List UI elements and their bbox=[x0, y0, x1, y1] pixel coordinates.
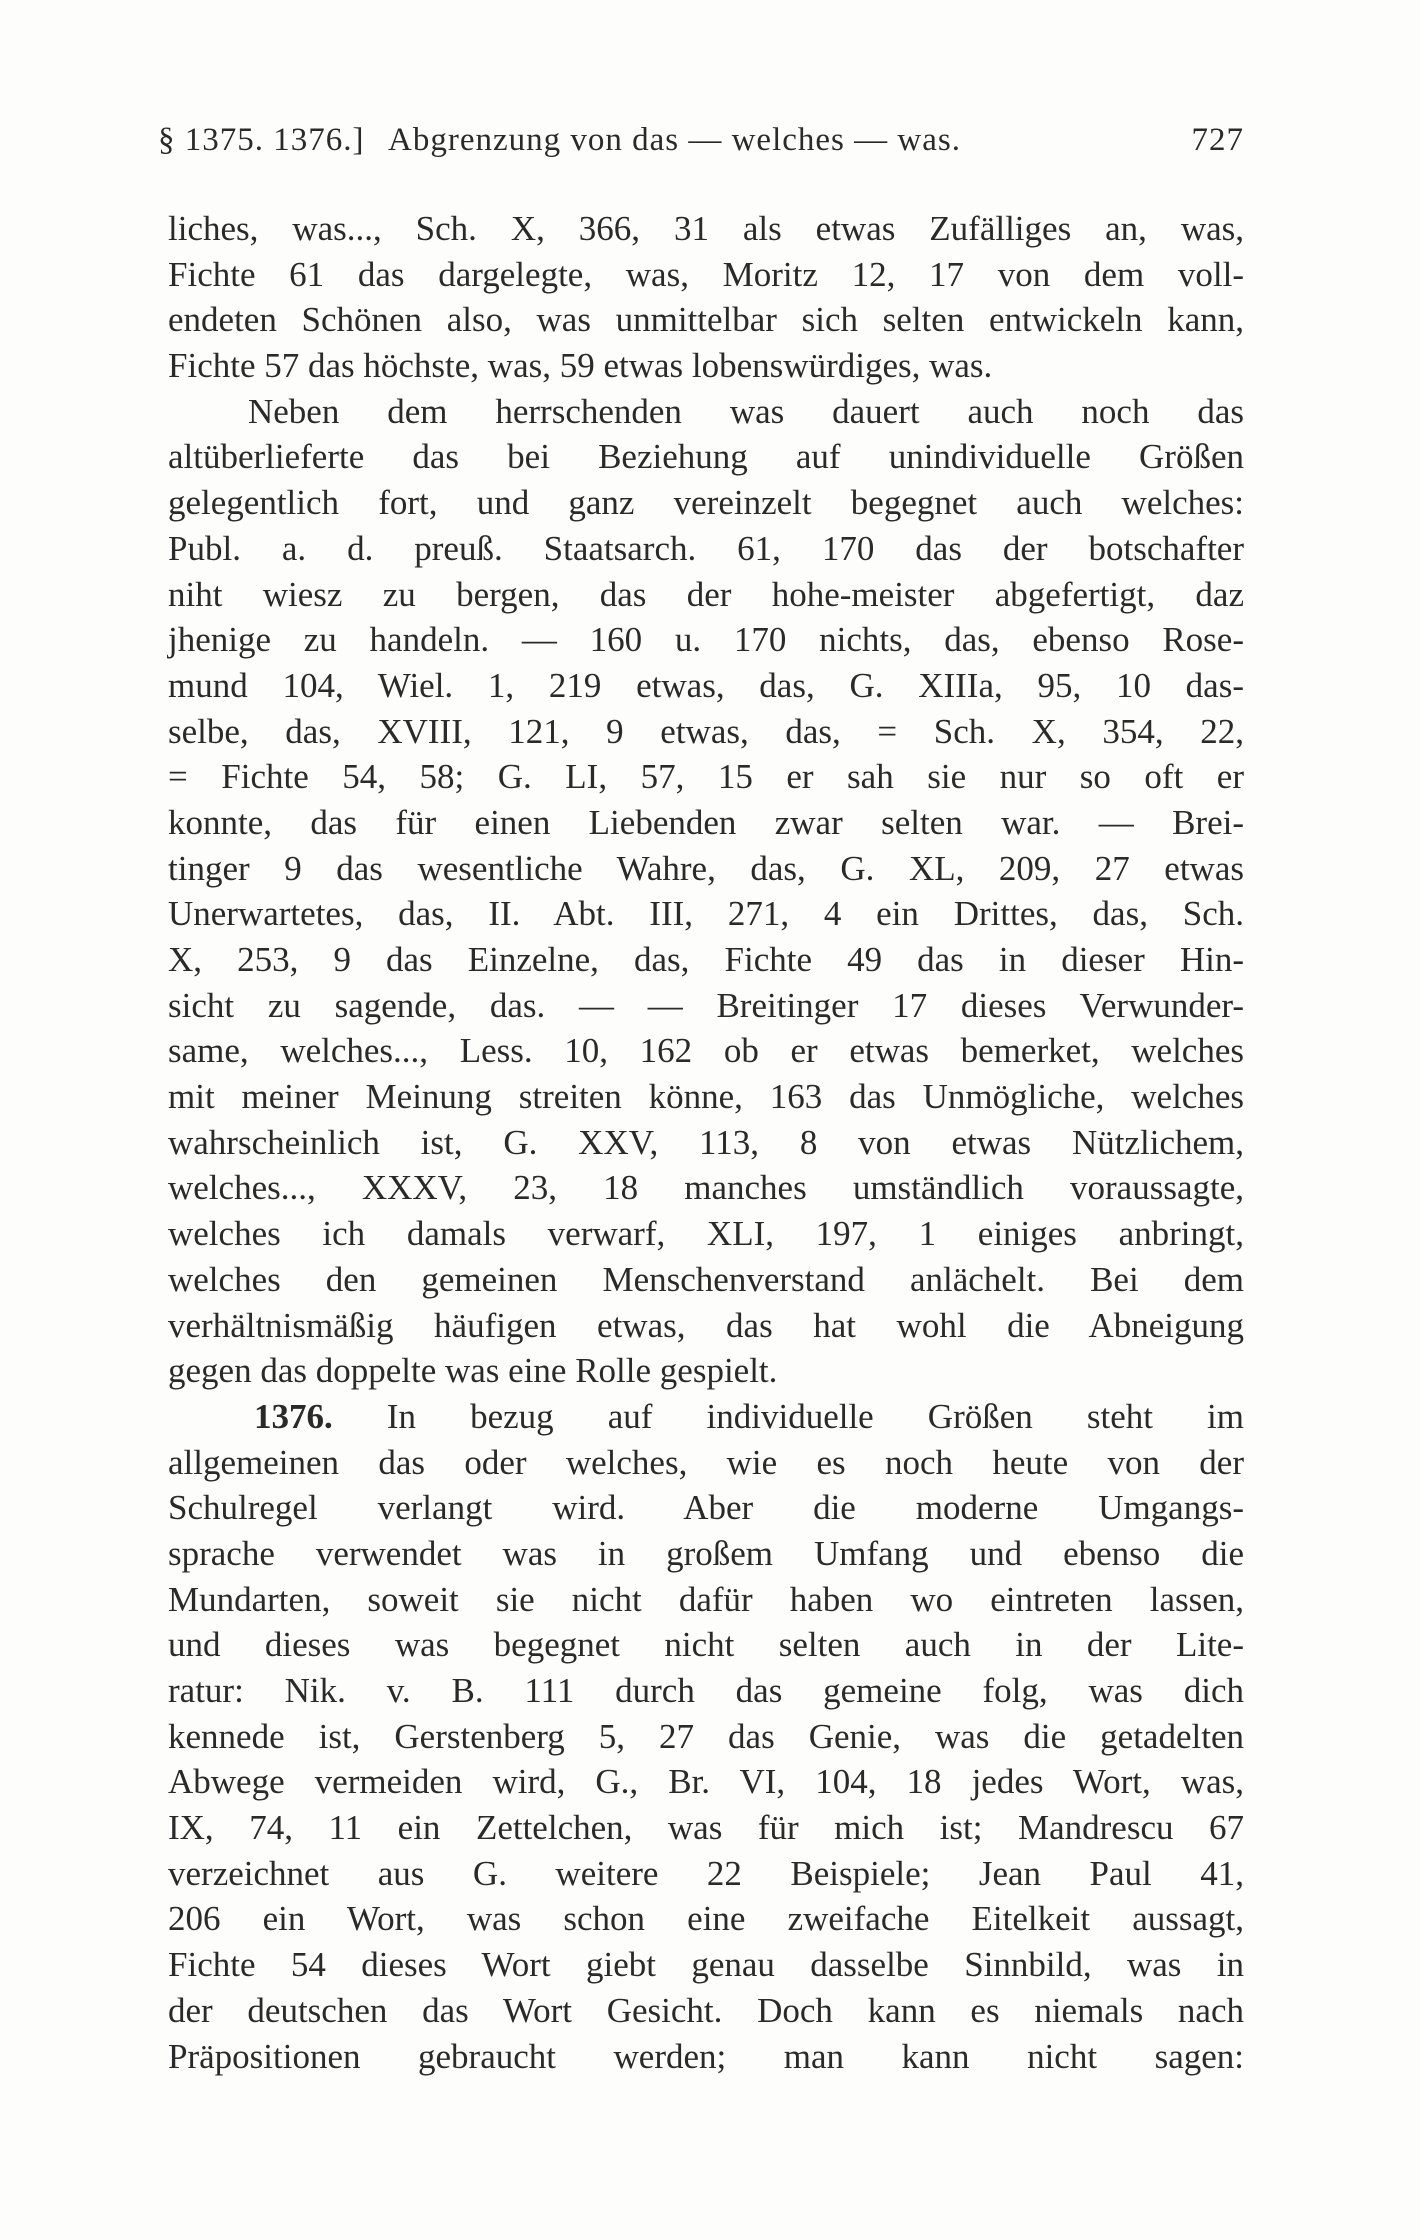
text-line: 206 ein Wort, was schon eine zweifache Eitelkeit aussagt, bbox=[168, 1899, 1244, 1939]
text-line: tinger 9 das wesentliche Wahre, das, G. XL, 209, 27 etwas bbox=[168, 848, 1244, 888]
text-line: X, 253, 9 das Einzelne, das, Fichte 49 das in dieser Hin- bbox=[168, 940, 1244, 979]
text-line: altüberlieferte das bei Beziehung auf unindividuelle Größen bbox=[168, 437, 1244, 477]
text-line: niht wiesz zu bergen, das der hohe-meister abgefertigt, daz bbox=[168, 574, 1244, 614]
header-page-number: 727 bbox=[1191, 122, 1244, 158]
text-line: Publ. a. d. preuß. Staatsarch. 61, 170 das der botschafter bbox=[168, 528, 1244, 568]
text-line: sicht zu sagende, das. — — Breitinger 17 dieses Verwunder- bbox=[168, 985, 1244, 1025]
text-line: = Fichte 54, 58; G. LI, 57, 15 er sah sie nur so oft er bbox=[168, 757, 1244, 797]
text-line: konnte, das für einen Liebenden zwar selten war. — Brei- bbox=[168, 802, 1244, 842]
text-line: und dieses was begegnet nicht selten auch in der Lite- bbox=[168, 1625, 1244, 1665]
text-line: Fichte 61 das dargelegte, was, Moritz 12, 17 von dem voll- bbox=[168, 254, 1244, 294]
text-line: kennede ist, Gerstenberg 5, 27 das Genie, was die getadelten bbox=[168, 1716, 1244, 1756]
text-line: Abwege vermeiden wird, G., Br. VI, 104, 18 jedes Wort, was, bbox=[168, 1762, 1244, 1802]
text-line: gelegentlich fort, und ganz vereinzelt begegnet auch welches: bbox=[168, 483, 1244, 523]
running-header bbox=[158, 122, 1244, 170]
text-line: sprache verwendet was in großem Umfang und ebenso die bbox=[168, 1533, 1244, 1573]
text-line: Präpositionen gebraucht werden; man kann nicht sagen: bbox=[168, 2036, 1244, 2076]
text-line: Mundarten, soweit sie nicht dafür haben wo eintreten lassen, bbox=[168, 1579, 1244, 1619]
text-line: allgemeinen das oder welches, wie es noch heute von der bbox=[168, 1442, 1244, 1482]
text-line: Unerwartetes, das, II. Abt. III, 271, 4 ein Drittes, das, Sch. bbox=[168, 894, 1244, 934]
section-number: 1376. bbox=[254, 1396, 333, 1436]
body-text bbox=[168, 206, 1244, 2079]
text-line: gegen das doppelte was eine Rolle gespielt. bbox=[168, 1351, 778, 1391]
text-line: jhenige zu handeln. — 160 u. 170 nichts, das, ebenso Rose- bbox=[168, 620, 1244, 660]
text-line: In bezug auf individuelle Größen steht im bbox=[386, 1396, 1245, 1436]
text-line: mund 104, Wiel. 1, 219 etwas, das, G. XIIIa, 95, 10 das- bbox=[168, 665, 1244, 705]
text-line: welches..., XXXV, 23, 18 manches umständlich voraussagte, bbox=[168, 1168, 1244, 1208]
text-line: selbe, das, XVIII, 121, 9 etwas, das, = Sch. X, 354, 22, bbox=[168, 711, 1244, 751]
text-line: IX, 74, 11 ein Zettelchen, was für mich ist; Mandrescu 67 bbox=[168, 1808, 1244, 1848]
text-line: der deutschen das Wort Gesicht. Doch kann es niemals nach bbox=[168, 1990, 1244, 2030]
text-line: liches, was..., Sch. X, 366, 31 als etwas Zufälliges an, was, bbox=[168, 209, 1244, 248]
text-line: same, welches..., Less. 10, 162 ob er etwas bemerket, welches bbox=[168, 1031, 1244, 1071]
text-line: Schulregel verlangt wird. Aber die moderne Umgangs- bbox=[168, 1488, 1244, 1528]
text-line: Neben dem herrschenden was dauert auch noch das bbox=[248, 391, 1244, 431]
text-line: welches ich damals verwarf, XLI, 197, 1 einiges anbringt, bbox=[168, 1214, 1244, 1254]
text-line: ratur: Nik. v. B. 111 durch das gemeine folg, was dich bbox=[168, 1671, 1244, 1710]
section-start-line bbox=[168, 1394, 1244, 1440]
text-line: verzeichnet aus G. weitere 22 Beispiele; Jean Paul 41, bbox=[168, 1853, 1244, 1893]
text-line: wahrscheinlich ist, G. XXV, 113, 8 von etwas Nützlichem, bbox=[168, 1122, 1244, 1162]
text-line: endeten Schönen also, was unmittelbar sich selten entwickeln kann, bbox=[168, 300, 1244, 340]
text-line: Fichte 57 das höchste, was, 59 etwas lobenswürdiges, was. bbox=[168, 346, 993, 386]
header-running-title: Abgrenzung von das — welches — was. bbox=[388, 122, 961, 158]
text-line: welches den gemeinen Menschenverstand anlächelt. Bei dem bbox=[168, 1259, 1244, 1299]
header-section-reference: § 1375. 1376.] bbox=[158, 122, 365, 158]
text-line: mit meiner Meinung streiten könne, 163 das Unmögliche, welches bbox=[168, 1077, 1244, 1117]
text-line: verhältnismäßig häufigen etwas, das hat wohl die Abneigung bbox=[168, 1305, 1244, 1345]
text-line: Fichte 54 dieses Wort giebt genau dasselbe Sinnbild, was in bbox=[168, 1945, 1244, 1985]
